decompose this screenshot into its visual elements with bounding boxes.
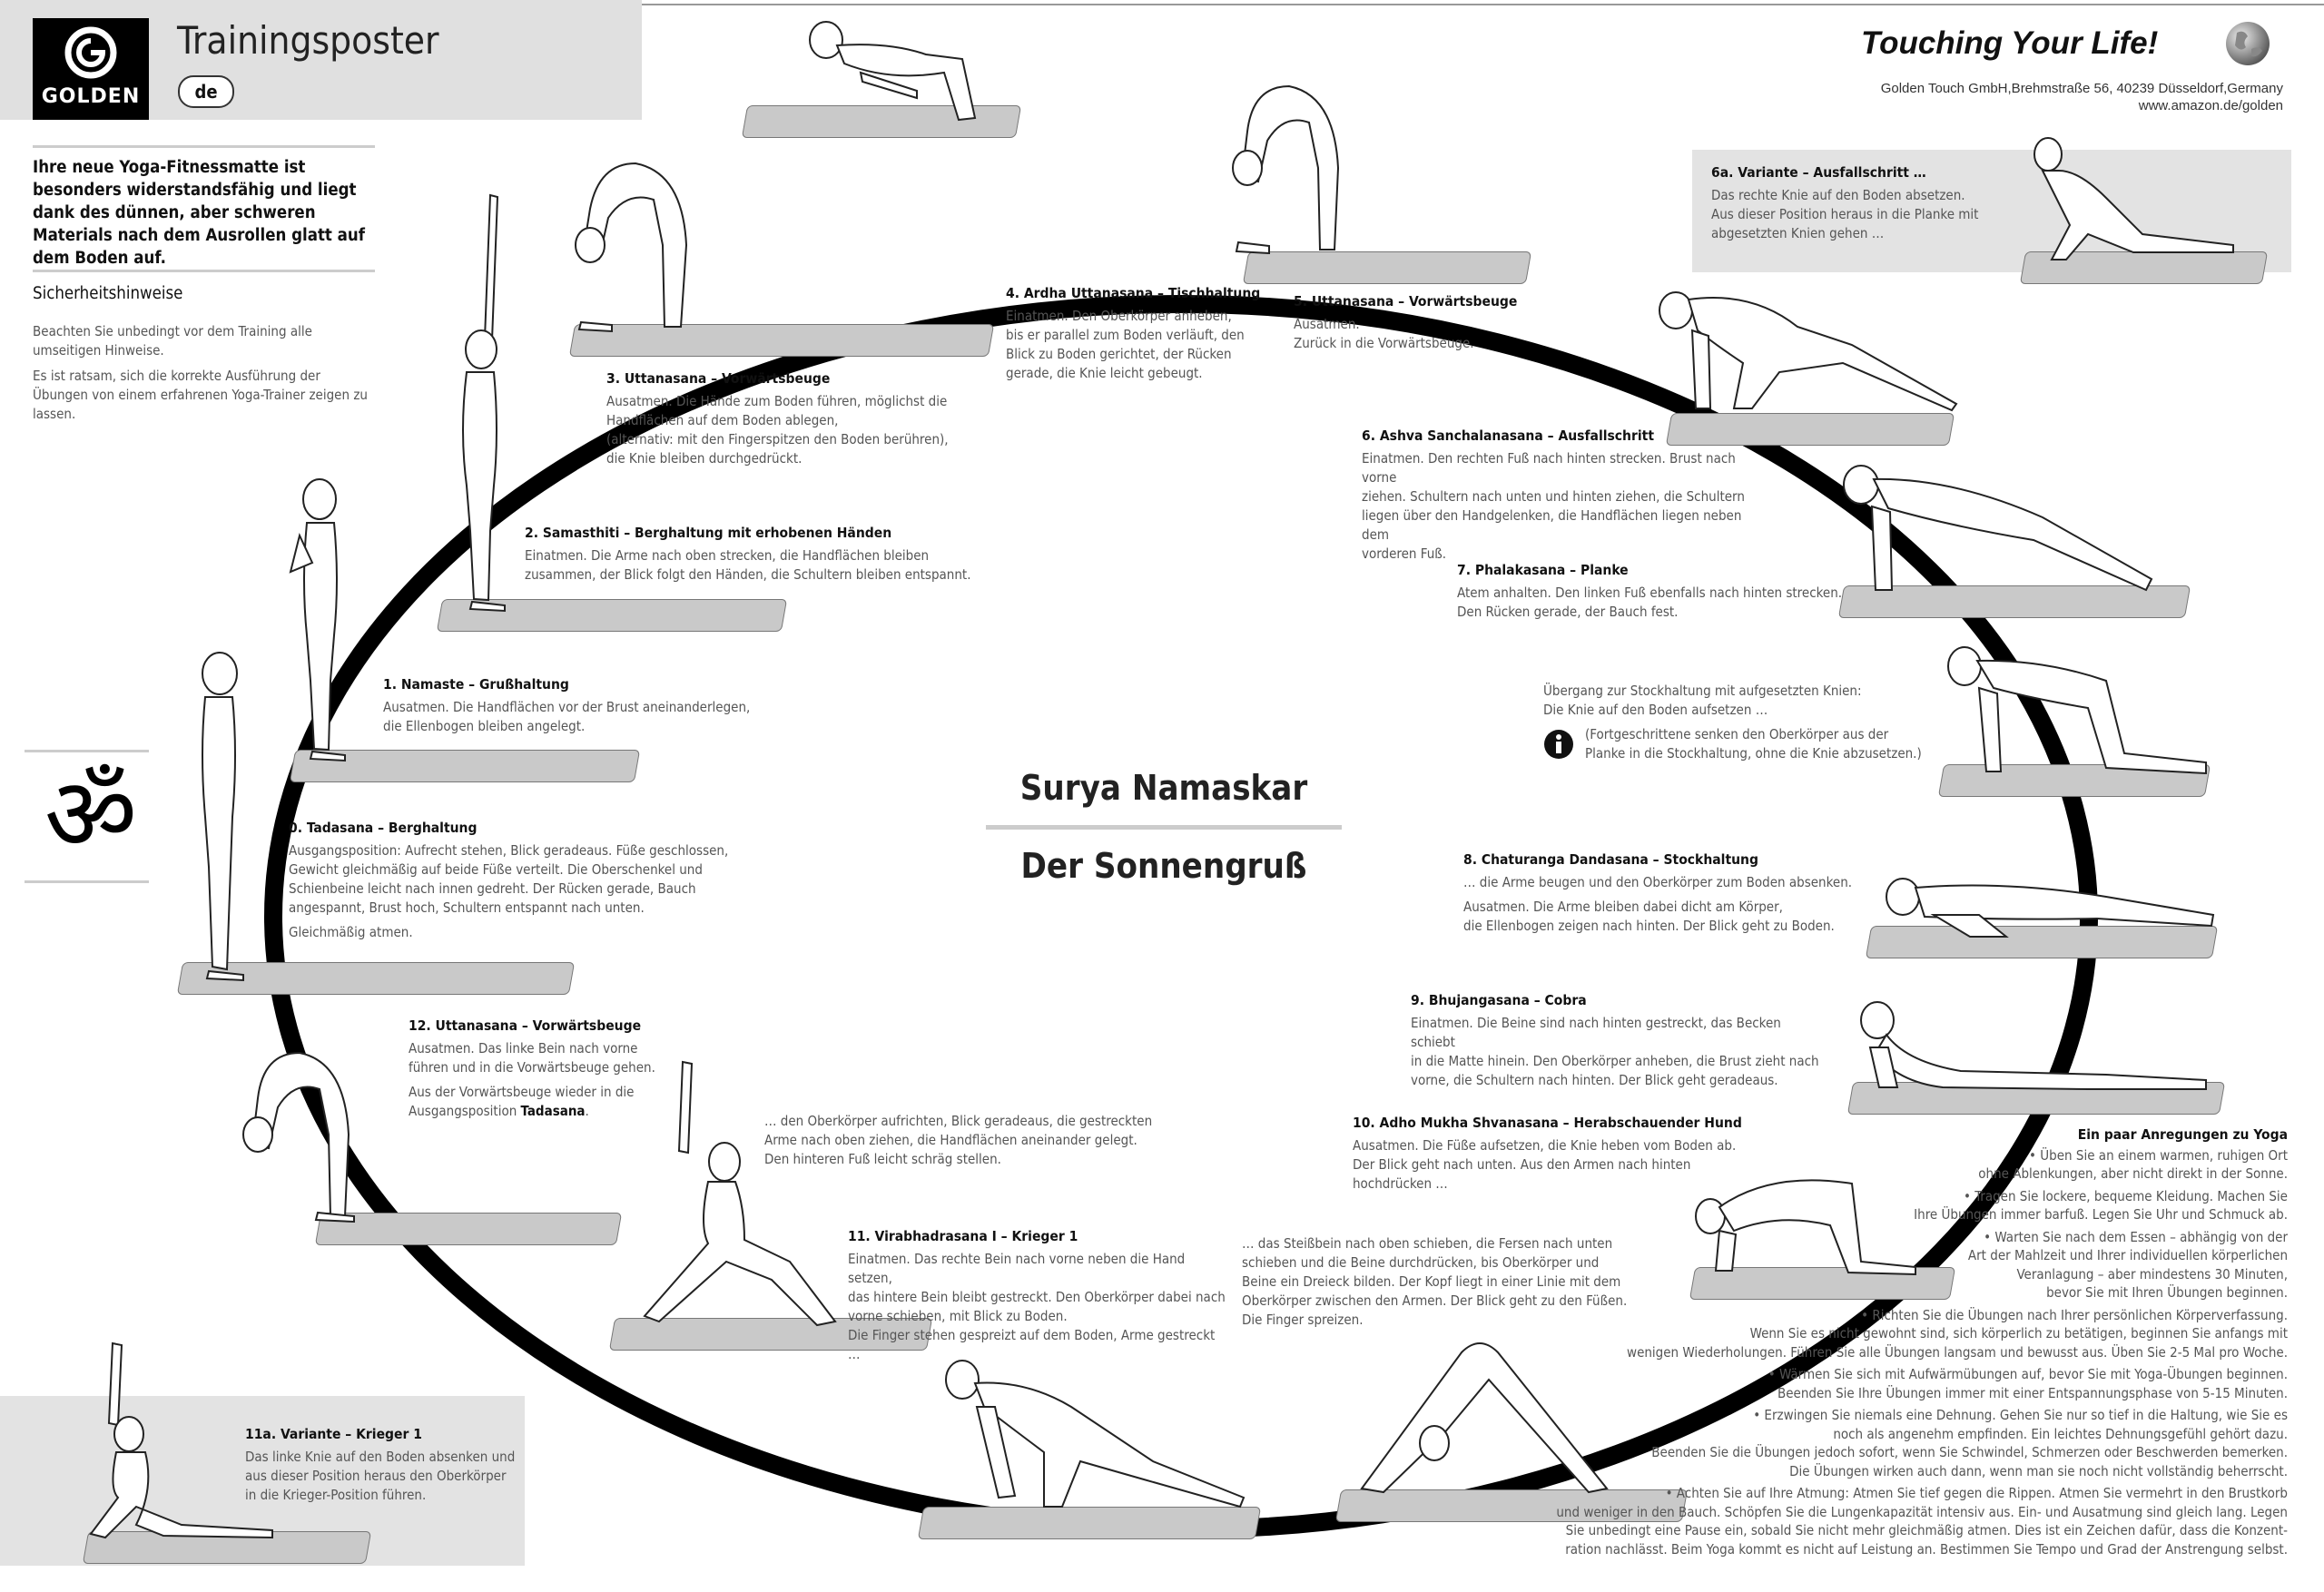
center-title-1: Surya Namaskar <box>1019 768 1308 808</box>
pose-11a-desc: Das linke Knie auf den Boden absenken und aus dieser Position heraus den Oberkörper in die Krieger-Position führen. <box>245 1449 516 1503</box>
pose-11-desc: Einatmen. Das rechte Bein nach vorne neben die Hand setzen, das hintere Bein bleibt gestreckt. Den Oberkörper dabei nach vorne schieben, mit Blick zu Boden. Die Finger stehen gespreizt auf dem Boden, Arme gestreckt … <box>848 1251 1226 1362</box>
pose-1-title: 1. Namaste – Grußhaltung <box>383 676 569 693</box>
om-symbol: ॐ <box>44 756 138 874</box>
pose-6a-desc: Das rechte Knie auf den Boden absetzen. Aus dieser Position heraus in die Planke mit abgesetzten Knien gehen … <box>1711 187 1979 241</box>
brand-name: GOLDEN <box>41 85 141 108</box>
tips-section <box>1543 1125 2288 1562</box>
pose-7-title: 7. Phalakasana – Planke <box>1457 562 1629 578</box>
safety-text-2: Es ist ratsam, sich die korrekte Ausführung der Übungen von einem erfahrenen Yoga-Trainer zeigen zu lassen. <box>33 368 368 422</box>
tip-item: • Tragen Sie lockere, bequeme Kleidung. Machen Sie Ihre Übungen immer barfuß. Legen Sie Uhr und Schmuck ab. <box>1914 1187 2288 1223</box>
pose-5 <box>1294 292 1566 353</box>
pose-11-title: 11. Virabhadrasana I – Krieger 1 <box>848 1228 1078 1244</box>
pose-4-title: 4. Ardha Uttanasana – Tischhaltung <box>1006 285 1261 301</box>
pose-5-desc: Ausatmen. Zurück in die Vorwärtsbeuge. <box>1294 316 1474 351</box>
tip-item: • Üben Sie an einem warmen, ruhigen Ort ohne Ablenkungen, aber nicht direkt in der Sonne. <box>1978 1146 2288 1182</box>
company-address: Golden Touch GmbH,Brehmstraße 56, 40239 Düsseldorf,Germany <box>1880 81 2283 96</box>
pose-2-title: 2. Samasthiti – Berghaltung mit erhobenen Händen <box>525 525 892 541</box>
pose-12-title: 12. Uttanasana – Vorwärtsbeuge <box>409 1017 642 1034</box>
pose-6a-title: 6a. Variante – Ausfallschritt … <box>1711 164 1926 181</box>
pose-3-desc: Ausatmen. Die Hände zum Boden führen, möglichst die Handflächen auf dem Boden ablegen, (alternativ: mit den Fingerspitzen den Boden berühren), die Knie bleiben durchgedrückt. <box>606 393 949 467</box>
pose-11 <box>848 1227 1229 1364</box>
pose-10-title: 10. Adho Mukha Shvanasana – Herabschauender Hund <box>1353 1115 1742 1131</box>
slogan: Touching Your Life! <box>1861 25 2159 61</box>
figure-knees-down <box>1934 635 2224 790</box>
language-code: de <box>194 81 218 103</box>
pose-8-title: 8. Chaturanga Dandasana – Stockhaltung <box>1463 851 1758 868</box>
pose-11a <box>245 1425 517 1505</box>
figure-samasthiti <box>427 186 517 622</box>
tip-item: • Wärmen Sie sich mit Aufwärmübungen auf, bevor Sie mit Yoga-Übungen beginnen. Beenden Sie Ihre Übungen immer mit einer Entspannungsphase von 5-15 Minuten. <box>1768 1366 2288 1401</box>
figure-bhujangasana <box>1834 998 2215 1098</box>
center-title-2: Der Sonnengruß <box>1020 846 1307 886</box>
pose-4-desc: Einatmen. Den Oberkörper anheben, bis er parallel zum Boden verläuft, den Blick zu Boden gerichtet, der Rücken gerade, die Knie leicht gebeugt. <box>1006 308 1245 381</box>
figure-variant-6a <box>2015 134 2251 266</box>
pose-12-desc2-pre: Aus der Vorwärtsbeuge wieder in die Ausgangsposition <box>409 1084 635 1119</box>
tip-item: • Richten Sie die Übungen nach Ihrer persönlichen Körperverfassung. Wenn Sie es nicht gewohnt sind, sich körperlich zu betätigen, beginnen Sie anfangs mit wenigen Wiederholungen. Führen Sie alle Übungen langsam und bewusst aus. Üben Sie 2-5 Mal pro Woche. <box>1627 1306 2288 1361</box>
tip-item: • Achten Sie auf Ihre Atmung: Atmen Sie tief gegen die Rippen. Atmen Sie vermehrt in den Brustkorb und weniger in den Bauch. Schöpfen Sie die Lungenkapazität intensiv aus. Ein- und Ausatmung sind gleich lang. Legen Sie unbedingt eine Pause ein, sobald Sie nicht mehr gleichmäßig atmen. Dies ist ein Zeichen dafür, dass die Konzent- ration nachlässt. Beim Yoga kommt es nicht auf Leistung an. Bestimmen Sie Tempo und Grad der Anstrengung selbst. <box>1556 1485 2288 1558</box>
page-title: Trainingsposter <box>177 18 439 63</box>
pose-0-title: 0. Tadasana – Berghaltung <box>289 820 478 836</box>
pose-7-desc: Atem anhalten. Den linken Fuß ebenfalls nach hinten strecken. Den Rücken gerade, der Bauch fest. <box>1457 585 1843 620</box>
safety-text-1: Beachten Sie unbedingt vor dem Training alle umseitigen Hinweise. <box>33 323 312 359</box>
figure-uttanasana-12 <box>209 1035 372 1230</box>
transition-note: Übergang zur Stockhaltung mit aufgesetzten Knien: Die Knie auf den Boden aufsetzen … <box>1543 683 1862 718</box>
tips-title: Ein paar Anregungen zu Yoga <box>2077 1126 2288 1143</box>
pose-2 <box>525 524 997 585</box>
transition-info: (Fortgeschrittene senken den Oberkörper aus der Planke in die Stockhaltung, ohne die Knie abzusetzen.) <box>1585 726 1922 762</box>
pose-11a-title: 11a. Variante – Krieger 1 <box>245 1426 422 1442</box>
figure-ardha-uttanasana <box>781 18 990 127</box>
pose-6-desc: Einatmen. Den rechten Fuß nach hinten strecken. Brust nach vorne ziehen. Schultern nach unten und hinten ziehen, die Schultern liegen über den Handgelenken, die Handflächen liegen neben dem vorderen Fuß. <box>1362 450 1745 562</box>
tip-item: • Erzwingen Sie niemals eine Dehnung. Gehen Sie nur so tief in die Haltung, wie Sie es noch als angenehm empfinden. Ein leichtes Dehnungsgefühl gehört dazu. Beenden Sie die Übungen jedoch sofort, wenn Sie Schwindel, Schmerzen oder Beschwerden bemerken. Die Übungen wirken auch dann, wenn man sie noch nicht vollständig beherrscht. <box>1651 1407 2288 1479</box>
pose-9-desc: Einatmen. Die Beine sind nach hinten gestreckt, das Becken schiebt in die Matte hinein. Den Oberkörper anheben, die Brust zieht nach vorne, die Schultern nach hinten. Der Blick geht geradeaus. <box>1411 1015 1819 1088</box>
pose-6a <box>1711 163 2011 243</box>
pose-9 <box>1411 991 1828 1090</box>
pose-6 <box>1362 427 1770 564</box>
figure-ashva <box>1643 272 1970 422</box>
pose-12-desc2-bold: Tadasana <box>520 1103 586 1119</box>
note-11: … den Oberkörper aufrichten, Blick geradeaus, die gestreckten Arme nach oben ziehen, die Handflächen aneinander gelegt. Den hinteren Fuß leicht schräg stellen. <box>764 1113 1153 1167</box>
figure-phalakasana <box>1825 454 2170 608</box>
pose-12-desc2 <box>409 1083 681 1121</box>
pose-8-desc2: Ausatmen. Die Arme bleiben dabei dicht am Körper, die Ellenbogen zeigen nach hinten. Der Blick geht zu Boden. <box>1463 899 1835 934</box>
figure-namaste <box>281 472 363 771</box>
figure-virabhadrasana-low <box>926 1352 1253 1516</box>
figure-uttanasana-3 <box>563 145 726 340</box>
pose-12-desc: Ausatmen. Das linke Bein nach vorne führen und in die Vorwärtsbeuge gehen. <box>409 1040 655 1076</box>
pose-4 <box>1006 284 1296 383</box>
figure-tadasana <box>172 644 254 989</box>
note-10: … das Steißbein nach oben schieben, die Fersen nach unten schieben und die Beine durchdrücken, bis Oberkörper und Beine ein Dreieck bilden. Der Kopf liegt in einer Linie mit dem Oberkörper zwischen den Armen. Der Blick geht zu den Füßen. Die Finger spreizen. <box>1242 1235 1628 1328</box>
pose-2-desc: Einatmen. Die Arme nach oben strecken, die Handflächen bleiben zusammen, der Blick folgt den Händen, die Schultern bleiben entspannt. <box>525 547 971 583</box>
safety-title: Sicherheitshinweise <box>33 284 183 303</box>
pose-3 <box>606 369 988 468</box>
pose-3-title: 3. Uttanasana – Vorwärtsbeuge <box>606 370 831 387</box>
pose-1-desc: Ausatmen. Die Handflächen vor der Brust aneinanderlegen, die Ellenbogen bleiben angelegt. <box>383 699 751 734</box>
pose-7 <box>1457 561 1847 622</box>
pose-1 <box>383 675 764 736</box>
pose-0-desc2: Gleichmäßig atmen. <box>289 924 413 940</box>
pose-10-desc: Ausatmen. Die Füße aufsetzen, die Knie heben vom Boden ab. Der Blick geht nach unten. Aus den Armen nach hinten hochdrücken … <box>1353 1137 1737 1192</box>
intro-text: Ihre neue Yoga-Fitnessmatte ist besonders widerstandsfähig und liegt dank des dünnen, aber schweren Materials nach dem Ausrollen glatt auf dem Boden auf. <box>33 158 365 268</box>
pose-6-title: 6. Ashva Sanchalanasana – Ausfallschritt <box>1362 427 1654 444</box>
figure-chaturanga <box>1870 860 2224 942</box>
pose-0 <box>289 819 761 942</box>
info-icon <box>1543 729 1574 760</box>
pose-5-title: 5. Uttanasana – Vorwärtsbeuge <box>1294 293 1518 310</box>
pose-8 <box>1463 850 1854 936</box>
figure-uttanasana-5 <box>1226 68 1389 263</box>
pose-12-desc2-post: . <box>585 1103 589 1119</box>
pose-9-title: 9. Bhujangasana – Cobra <box>1411 992 1587 1008</box>
pose-8-desc: … die Arme beugen und den Oberkörper zum Boden absenken. <box>1463 874 1853 890</box>
tip-item: • Warten Sie nach dem Essen – abhängig von der Art der Mahlzeit und Ihrer individuellen körperlichen Veranlagung – aber mindestens 30 Minuten, bevor Sie mit Ihren Übungen beginnen. <box>1967 1228 2288 1301</box>
center-divider <box>986 825 1342 830</box>
pose-12 <box>409 1017 681 1121</box>
pose-0-desc: Ausgangsposition: Aufrecht stehen, Blick geradeaus. Füße geschlossen, Gewicht gleichmäßig auf beide Füße verteilt. Die Oberschenkel und Schienbeine leicht nach innen gedreht. Der Rücken gerade, Bauch angespannt, Brust hoch, Schultern entspannt nach unten. <box>289 842 729 916</box>
company-web: www.amazon.de/golden <box>2138 98 2283 113</box>
